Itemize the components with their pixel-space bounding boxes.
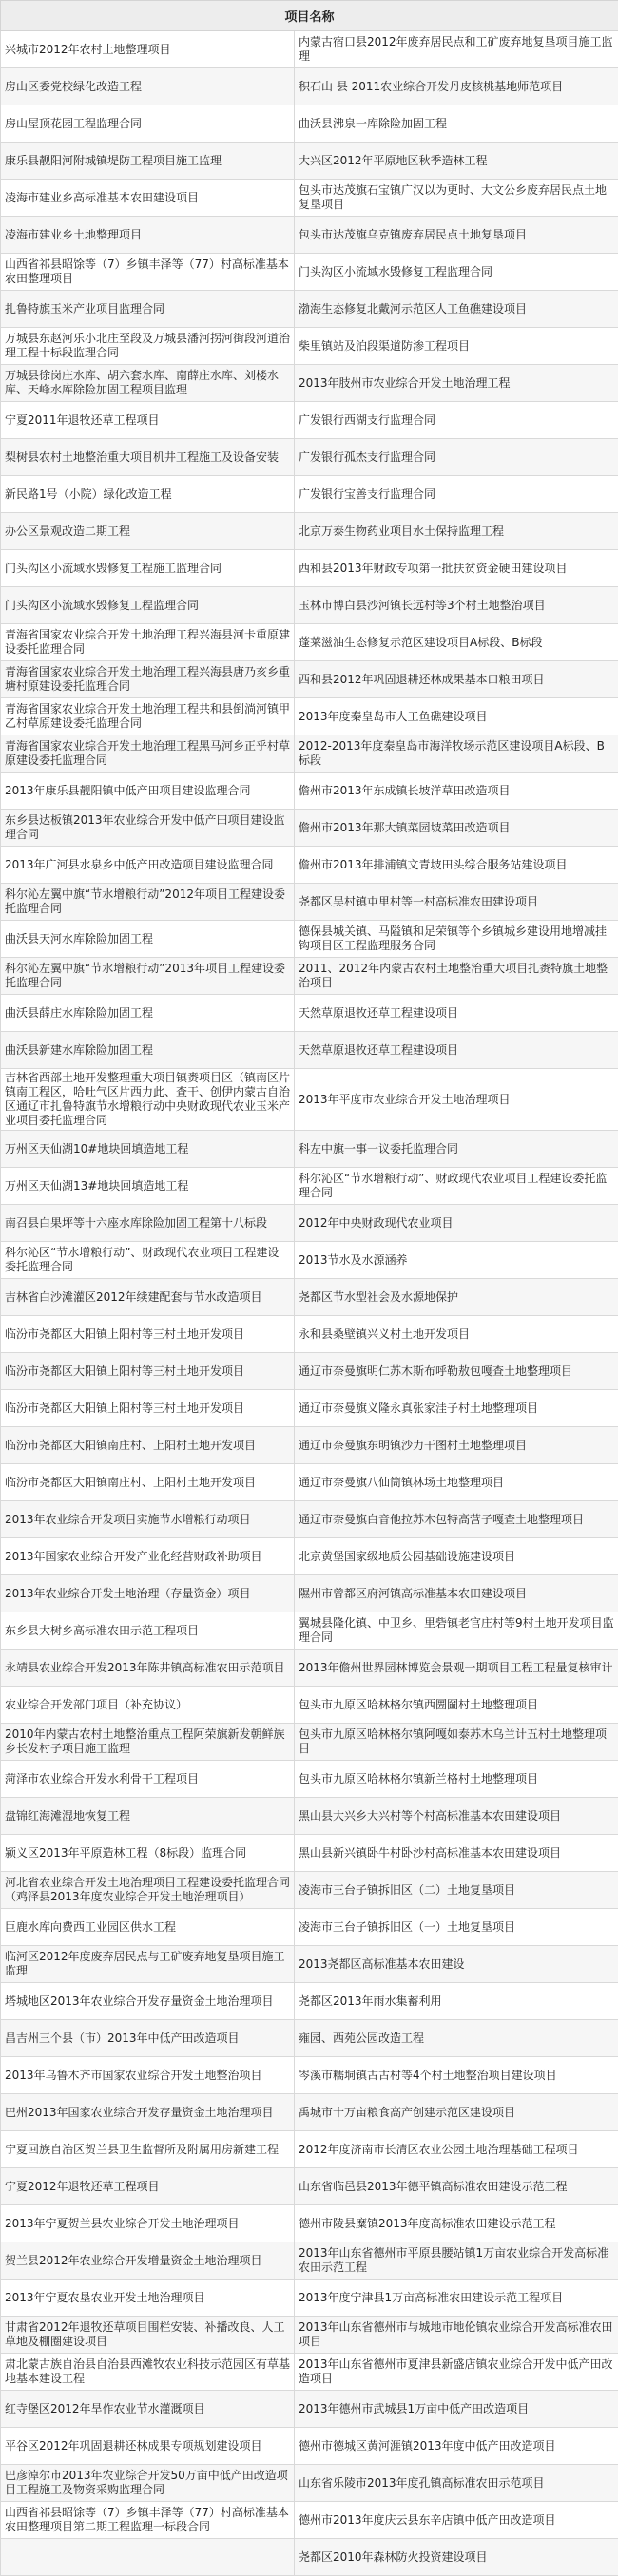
project-name-cell-left: 巴彦淖尔市2013年农业综合开发50万亩中低产田改造项目工程施工及物资采购监理合同 — [1, 2465, 295, 2502]
table-row — [1, 1353, 618, 1390]
project-name-cell-right: 广发银行宝善支行监理合同 — [295, 476, 618, 513]
table-row — [1, 1575, 618, 1612]
table-row — [1, 1464, 618, 1501]
project-name-cell-left: 宁夏2011年退牧还草工程项目 — [1, 402, 295, 439]
table-row — [1, 1538, 618, 1575]
project-name-cell-left: 青海省国家农业综合开发土地治理工程兴海县河卡重原建设委托监理合同 — [1, 624, 295, 661]
project-name-cell-right: 玉林市博白县沙河镇长远村等3个村土地整治项目 — [295, 587, 618, 624]
table-row — [1, 254, 618, 291]
table-row — [1, 2168, 618, 2205]
project-name-cell-left: 贺兰县2012年农业综合开发增量资金土地治理项目 — [1, 2242, 295, 2280]
project-name-cell-left: 吉林省白沙滩灌区2012年续建配套与节水改造项目 — [1, 1279, 295, 1316]
project-name-cell-right: 德州市2013年度庆云县东辛店镇中低产田改造项目 — [295, 2502, 618, 2539]
table-row — [1, 661, 618, 698]
project-name-cell-left: 2013年宁夏贺兰县农业综合开发土地治理项目 — [1, 2205, 295, 2242]
project-name-cell-right: 广发银行西湖支行监理合同 — [295, 402, 618, 439]
table-row — [1, 513, 618, 550]
project-name-cell-right: 尧都区2013年雨水集蓄利用 — [295, 1983, 618, 2020]
project-name-cell-right: 2013年德州市武城县1万亩中低产田改造项目 — [295, 2391, 618, 2428]
project-name-cell-right: 2013尧都区高标准基本农田建设 — [295, 1946, 618, 1983]
project-name-cell-right: 通辽市奈曼旗八仙筒镇林场土地整理项目 — [295, 1464, 618, 1501]
table-header: 项目名称 — [1, 1, 618, 31]
table-row — [1, 1427, 618, 1464]
project-name-cell-right: 天然草原退牧还草工程建设项目 — [295, 995, 618, 1032]
project-name-cell-left: 宁夏回族自治区贺兰县卫生监督所及附属用房新建工程 — [1, 2131, 295, 2168]
project-name-cell-left: 万城县徐岗庄水库、胡六套水库、南薛庄水库、刘楼水库、天峰水库除险加固工程项目监理 — [1, 365, 295, 402]
project-name-cell-right: 儋州市2013年排浦镇文青坡田头综合服务站建设项目 — [295, 847, 618, 884]
project-name-cell-left: 临汾市尧都区大阳镇上阳村等三村土地开发项目 — [1, 1353, 295, 1390]
project-name-cell-right: 西和县2012年巩固退耕还林成果基本口粮田项目 — [295, 661, 618, 698]
project-name-cell-left: 甘肃省2012年退牧还草项目围栏安装、补播改良、人工草地及棚圈建设项目 — [1, 2317, 295, 2354]
project-name-cell-left: 临汾市尧都区大阳镇南庄村、上阳村土地开发项目 — [1, 1427, 295, 1464]
table-row — [1, 1946, 618, 1983]
table-row — [1, 1835, 618, 1872]
project-name-cell-right: 尧都区2010年森林防火投资建设项目 — [295, 2539, 618, 2576]
project-name-cell-left: 康乐县靓阳河附城镇堤防工程项目施工监理 — [1, 143, 295, 180]
table-row — [1, 550, 618, 587]
table-row — [1, 2428, 618, 2465]
project-name-cell-right: 儋州市2013年东成镇长坡洋草田改造项目 — [295, 773, 618, 810]
project-name-cell-right: 北京黄堡国家级地质公园基础设施建设项目 — [295, 1538, 618, 1575]
project-name-cell-left: 巴州2013年国家农业综合开发存量资金土地治理项目 — [1, 2094, 295, 2131]
project-name-cell-left: 东乡县大树乡高标准农田示范工程项目 — [1, 1612, 295, 1650]
project-name-cell-left: 临汾市尧都区大阳镇上阳村等三村土地开发项目 — [1, 1390, 295, 1427]
project-name-cell-left: 2013年康乐县靓阳镇中低产田项目建设监理合同 — [1, 773, 295, 810]
table-row — [1, 2354, 618, 2391]
project-name-cell-left: 2013年农业综合开发项目实施节水增粮行动项目 — [1, 1501, 295, 1538]
table-row — [1, 439, 618, 476]
project-name-cell-left: 2010年内蒙古农村土地整治重点工程阿荣旗新发朝鲜族乡长发村子项目施工监理 — [1, 1724, 295, 1761]
table-row — [1, 1390, 618, 1427]
project-name-cell-left: 2013年宁夏农垦农业开发土地治理项目 — [1, 2280, 295, 2317]
project-name-cell-right: 包头市九原区哈林格尔镇新兰格村土地整理项目 — [295, 1761, 618, 1798]
project-name-cell-left: 永靖县农业综合开发2013年陈井镇高标准农田示范项目 — [1, 1650, 295, 1687]
header-row — [1, 1, 618, 31]
project-name-cell-left: 东乡县达板镇2013年农业综合开发中低产田项目建设监理合同 — [1, 810, 295, 847]
project-name-cell-right: 科尔沁区“节水增粮行动”、财政现代农业项目工程建设委托监理合同 — [295, 1168, 618, 1205]
table-row — [1, 1131, 618, 1168]
project-name-cell-right: 2013年肢州市农业综合开发土地治理工程 — [295, 365, 618, 402]
project-name-cell-right: 2013年平度市农业综合开发土地治理项目 — [295, 1069, 618, 1131]
project-name-cell-right: 黑山县大兴乡大兴村等个村高标准基本农田建设项目 — [295, 1798, 618, 1835]
table-row — [1, 1724, 618, 1761]
table-row — [1, 2539, 618, 2576]
project-name-cell-right: 德州市陵县糜镇2013年度高标准农田建设示范工程 — [295, 2205, 618, 2242]
table-row — [1, 995, 618, 1032]
project-name-cell-left: 菏泽市农业综合开发水利骨干工程项目 — [1, 1761, 295, 1798]
project-name-cell-left: 新民路1号（小院）绿化改造工程 — [1, 476, 295, 513]
table-row — [1, 1612, 618, 1650]
project-name-cell-right: 山东省乐陵市2013年度孔镇高标准农田示范项目 — [295, 2465, 618, 2502]
table-body — [1, 31, 618, 2576]
project-name-cell-left: 颍义区2013年平原造林工程（8标段）监理合同 — [1, 1835, 295, 1872]
table-row — [1, 1279, 618, 1316]
project-name-cell-right: 2012-2013年度秦皇岛市海洋牧场示范区建设项目A标段、B标段 — [295, 735, 618, 773]
project-name-cell-right: 2013年度宁津县1万亩高标准农田建设示范工程项目 — [295, 2280, 618, 2317]
table-row — [1, 365, 618, 402]
table-row — [1, 1872, 618, 1909]
table-row — [1, 810, 618, 847]
table-row — [1, 2242, 618, 2280]
table-row — [1, 1909, 618, 1946]
project-name-cell-left: 曲沃县新建水库除险加固工程 — [1, 1032, 295, 1069]
project-name-cell-right: 西和县2013年财政专项第一批扶贫资金硬田建设项目 — [295, 550, 618, 587]
table-row — [1, 402, 618, 439]
project-name-cell-left: 办公区景观改造二期工程 — [1, 513, 295, 550]
project-name-cell-right: 尧都区吴村镇屯里村等一村高标准农田建设项目 — [295, 884, 618, 921]
project-name-cell-left: 门头沟区小流域水毁修复工程监理合同 — [1, 587, 295, 624]
project-name-cell-right: 大兴区2012年平原地区秋季造林工程 — [295, 143, 618, 180]
table-row — [1, 921, 618, 958]
project-name-cell-right: 2013年儋州世界园林博览会景观一期项目工程工程量复核审计 — [295, 1650, 618, 1687]
project-name-cell-left: 塔城地区2013年农业综合开发存量资金土地治理项目 — [1, 1983, 295, 2020]
project-name-cell-right: 包头市九原区哈林格尔镇西圐圙村土地整理项目 — [295, 1687, 618, 1724]
project-name-cell-right: 2012年中央财政现代农业项目 — [295, 1205, 618, 1242]
project-name-cell-left: 吉林省西部土地开发整理重大项目镇赉项目区（镇南区片镇南工程区，哈吐气区片西力此、查干、创伊内蒙古自治区通辽市扎鲁特旗节水增粮行动中央财政现代农业玉米产业项目委托监理合同 — [1, 1069, 295, 1131]
project-name-cell-right: 门头沟区小流域水毁修复工程监理合同 — [295, 254, 618, 291]
project-name-cell-right: 通辽市奈曼旗义隆永真张家洼子村土地整理项目 — [295, 1390, 618, 1427]
project-name-cell-right: 2011、2012年内蒙古农村土地整治重大项目扎赉特旗土地整治项目 — [295, 958, 618, 995]
project-name-cell-left: 科尔沁区“节水增粮行动”、财政现代农业项目工程建设委托监理合同 — [1, 1242, 295, 1279]
project-name-cell-right: 包头市九原区哈林格尔镇阿嘎如泰苏木乌兰计五村土地整理项目 — [295, 1724, 618, 1761]
table-row — [1, 2131, 618, 2168]
project-name-cell-right: 通辽市奈曼旗明仁苏木斯布呼勒敖包嘎查土地整理项目 — [295, 1353, 618, 1390]
table-row — [1, 1983, 618, 2020]
project-name-cell-right: 2012年度济南市长清区农业公园土地治理基础工程项目 — [295, 2131, 618, 2168]
project-name-cell-left: 青海省国家农业综合开发土地治理工程共和县倒淌河镇甲乙村草原建设委托监理合同 — [1, 698, 295, 735]
project-name-cell-left: 临汾市尧都区大阳镇上阳村等三村土地开发项目 — [1, 1316, 295, 1353]
table-row — [1, 68, 618, 105]
table-row — [1, 31, 618, 68]
table-row — [1, 698, 618, 735]
project-name-cell-right: 雍园、西苑公园改造工程 — [295, 2020, 618, 2057]
project-name-cell-left: 盘锦红海滩湿地恢复工程 — [1, 1798, 295, 1835]
project-name-cell-left: 房山屋顶花园工程监理合同 — [1, 105, 295, 143]
project-name-cell-right: 凌海市三台子镇拆旧区（二）土地复垦项目 — [295, 1872, 618, 1909]
table-row — [1, 1205, 618, 1242]
project-name-cell-right: 2013年山东省德州市夏津县新盛店镇农业综合开发中低产田改造项目 — [295, 2354, 618, 2391]
table-row — [1, 291, 618, 328]
project-name-cell-right: 2013年度秦皇岛市人工鱼礁建设项目 — [295, 698, 618, 735]
project-name-cell-right: 2013年山东省德州市与城地市地伦镇农业综合开发高标准农田项目 — [295, 2317, 618, 2354]
project-name-cell-left: 巨鹿水库向费西工业园区供水工程 — [1, 1909, 295, 1946]
project-name-cell-right: 北京万泰生物药业项目水土保持监理工程 — [295, 513, 618, 550]
project-name-cell-left: 山西省祁县昭馀等（7）乡镇丰泽等（77）村高标准基本农田整理项目第二期工程监理一标段合同 — [1, 2502, 295, 2539]
project-name-cell-right: 永和县桑壁镇兴义村土地开发项目 — [295, 1316, 618, 1353]
project-name-cell-left: 青海省国家农业综合开发土地治理工程兴海县唐乃亥乡重塘村原建设委托监理合同 — [1, 661, 295, 698]
table-row — [1, 1242, 618, 1279]
table-row — [1, 2465, 618, 2502]
table-row — [1, 1032, 618, 1069]
table-row — [1, 587, 618, 624]
table-row — [1, 884, 618, 921]
project-name-cell-right: 内蒙古宿口县2012年废弃居民点和工矿废弃地复垦项目施工监理 — [295, 31, 618, 68]
project-name-cell-left: 农业综合开发部门项目（补充协议） — [1, 1687, 295, 1724]
project-name-cell-left: 昌吉州三个县（市）2013年中低产田改造项目 — [1, 2020, 295, 2057]
project-name-cell-right: 凌海市三台子镇拆旧区（一）土地复垦项目 — [295, 1909, 618, 1946]
table-row — [1, 1168, 618, 1205]
project-name-cell-left: 临汾市尧都区大阳镇南庄村、上阳村土地开发项目 — [1, 1464, 295, 1501]
project-name-cell-right: 蓬莱滋油生态修复示范区建设项目A标段、B标段 — [295, 624, 618, 661]
project-name-cell-left: 临河区2012年度废弃居民点与工矿废弃地复垦项目施工监理 — [1, 1946, 295, 1983]
project-name-cell-left: 科尔沁左翼中旗“节水增粮行动”2013年项目工程建设委托监理合同 — [1, 958, 295, 995]
project-name-cell-right: 德保县城关镇、马隘镇和足荣镇等个乡镇城乡建设用地增减挂钩项目区工程监理服务合同 — [295, 921, 618, 958]
project-name-cell-right: 儋州市2013年那大镇菜园坡菜田改造项目 — [295, 810, 618, 847]
project-name-cell-left: 兴城市2012年农村土地整理项目 — [1, 31, 295, 68]
project-name-cell-right: 曲沃县沸泉一库除险加固工程 — [295, 105, 618, 143]
project-name-cell-right: 积石山 县 2011农业综合开发丹皮核桃基地师范项目 — [295, 68, 618, 105]
table-row — [1, 1650, 618, 1687]
project-name-cell-right: 黑山县新兴镇卧牛村卧沙村高标准基本农田建设项目 — [295, 1835, 618, 1872]
project-name-cell-left: 凌海市建业乡土地整理项目 — [1, 217, 295, 254]
table-row — [1, 476, 618, 513]
table-row — [1, 328, 618, 365]
project-name-cell-left: 曲沃县天河水库除险加固工程 — [1, 921, 295, 958]
table-row — [1, 217, 618, 254]
project-name-cell-right: 包头市达茂旗乌克镇废弃居民点土地复垦项目 — [295, 217, 618, 254]
project-name-cell-right: 通辽市奈曼旗东明镇沙力干图村土地整理项目 — [295, 1427, 618, 1464]
project-name-cell-right: 山东省临邑县2013年德平镇高标准农田建设示范工程 — [295, 2168, 618, 2205]
table-row — [1, 1501, 618, 1538]
project-name-cell-left: 梨树县农村土地整治重大项目机井工程施工及设备安装 — [1, 439, 295, 476]
project-name-cell-left: 青海省国家农业综合开发土地治理工程黑马河乡正乎村草原建设委托监理合同 — [1, 735, 295, 773]
table-row — [1, 2094, 618, 2131]
project-name-cell-left: 2013年国家农业综合开发产业化经营财政补助项目 — [1, 1538, 295, 1575]
table-row — [1, 735, 618, 773]
table-row — [1, 1316, 618, 1353]
project-name-cell-right: 广发银行孤杰支行监理合同 — [295, 439, 618, 476]
table-row — [1, 105, 618, 143]
project-name-cell-right: 隰州市曾都区府河镇高标准基本农田建设项目 — [295, 1575, 618, 1612]
table-row — [1, 2391, 618, 2428]
project-name-cell-left — [1, 2539, 295, 2576]
table-row — [1, 143, 618, 180]
project-name-cell-left: 2013年乌鲁木齐市国家农业综合开发土地整治项目 — [1, 2057, 295, 2094]
table-row — [1, 2317, 618, 2354]
table-row — [1, 773, 618, 810]
project-name-cell-left: 南召县白果坪等十六座水库除险加固工程第十八标段 — [1, 1205, 295, 1242]
project-name-cell-right: 翼城县隆化镇、中卫乡、里砦镇老官庄村等9村土地开发项目监理合同 — [295, 1612, 618, 1650]
project-name-cell-right: 科左中旗一事一议委托监理合同 — [295, 1131, 618, 1168]
project-name-cell-left: 万州区天仙湖13#地块回填造地工程 — [1, 1168, 295, 1205]
project-name-cell-left: 万城县东赵河乐小北庄至段及万城县潘河拐河街段河道治理工程十标段监理合同 — [1, 328, 295, 365]
table-row — [1, 2280, 618, 2317]
project-name-cell-left: 万州区天仙湖10#地块回填造地工程 — [1, 1131, 295, 1168]
project-name-cell-left: 宁夏2012年退牧还草工程项目 — [1, 2168, 295, 2205]
table-row — [1, 2020, 618, 2057]
table-row — [1, 1798, 618, 1835]
project-name-cell-left: 山西省祁县昭馀等（7）乡镇丰泽等（77）村高标准基本农田整理项目 — [1, 254, 295, 291]
project-name-cell-left: 河北省农业综合开发土地治理项目工程建设委托监理合同（鸡泽县2013年度农业综合开发土地治理项目） — [1, 1872, 295, 1909]
table-row — [1, 847, 618, 884]
table-row — [1, 624, 618, 661]
table-row — [1, 1069, 618, 1131]
table-row — [1, 2205, 618, 2242]
project-name-cell-right: 德州市德城区黄河涯镇2013年度中低产田改造项目 — [295, 2428, 618, 2465]
table-row — [1, 958, 618, 995]
project-name-cell-right: 2013年山东省德州市平原县腰站镇1万亩农业综合开发高标准农田示范工程 — [295, 2242, 618, 2280]
project-name-cell-left: 2013年广河县水泉乡中低产田改造项目建设监理合同 — [1, 847, 295, 884]
project-name-cell-left: 凌海市建业乡高标准基本农田建设项目 — [1, 180, 295, 217]
project-name-cell-left: 扎鲁特旗玉米产业项目监理合同 — [1, 291, 295, 328]
table-row — [1, 2057, 618, 2094]
project-name-cell-left: 门头沟区小流域水毁修复工程施工监理合同 — [1, 550, 295, 587]
project-name-cell-right: 通辽市奈曼旗白音他拉苏木包特高营子嘎查土地整理项目 — [295, 1501, 618, 1538]
project-name-cell-right: 渤海生态修复北戴河示范区人工鱼礁建设项目 — [295, 291, 618, 328]
project-name-cell-right: 尧都区节水型社会及水源地保护 — [295, 1279, 618, 1316]
table-row — [1, 1687, 618, 1724]
project-name-cell-right: 2013节水及水源涵养 — [295, 1242, 618, 1279]
table-row — [1, 2502, 618, 2539]
project-name-cell-right: 岑溪市糯垌镇古古村等4个村土地整治项目建设项目 — [295, 2057, 618, 2094]
project-name-cell-left: 曲沃县薛庄水库除险加固工程 — [1, 995, 295, 1032]
project-name-cell-left: 科尔沁左翼中旗“节水增粮行动”2012年项目工程建设委托监理合同 — [1, 884, 295, 921]
project-name-cell-right: 包头市达茂旗石宝镇广汉以为更时、大文公乡废弃居民点土地复垦项目 — [295, 180, 618, 217]
project-name-cell-right: 天然草原退牧还草工程建设项目 — [295, 1032, 618, 1069]
project-name-cell-left: 红寺堡区2012年旱作农业节水灌溉项目 — [1, 2391, 295, 2428]
project-name-cell-right: 柴里镇站及泊段渠道防渗工程项目 — [295, 328, 618, 365]
table-row — [1, 1761, 618, 1798]
project-name-cell-left: 肃北蒙古族自治县自治县西滩牧农业科技示范园区有草基地基本建设工程 — [1, 2354, 295, 2391]
table-row — [1, 180, 618, 217]
project-name-cell-right: 禹城市十万亩粮食高产创建示范区建设项目 — [295, 2094, 618, 2131]
project-name-cell-left: 房山区委党校绿化改造工程 — [1, 68, 295, 105]
project-name-cell-left: 2013年农业综合开发土地治理（存量资金）项目 — [1, 1575, 295, 1612]
project-name-cell-left: 平谷区2012年巩固退耕还林成果专项规划建设项目 — [1, 2428, 295, 2465]
